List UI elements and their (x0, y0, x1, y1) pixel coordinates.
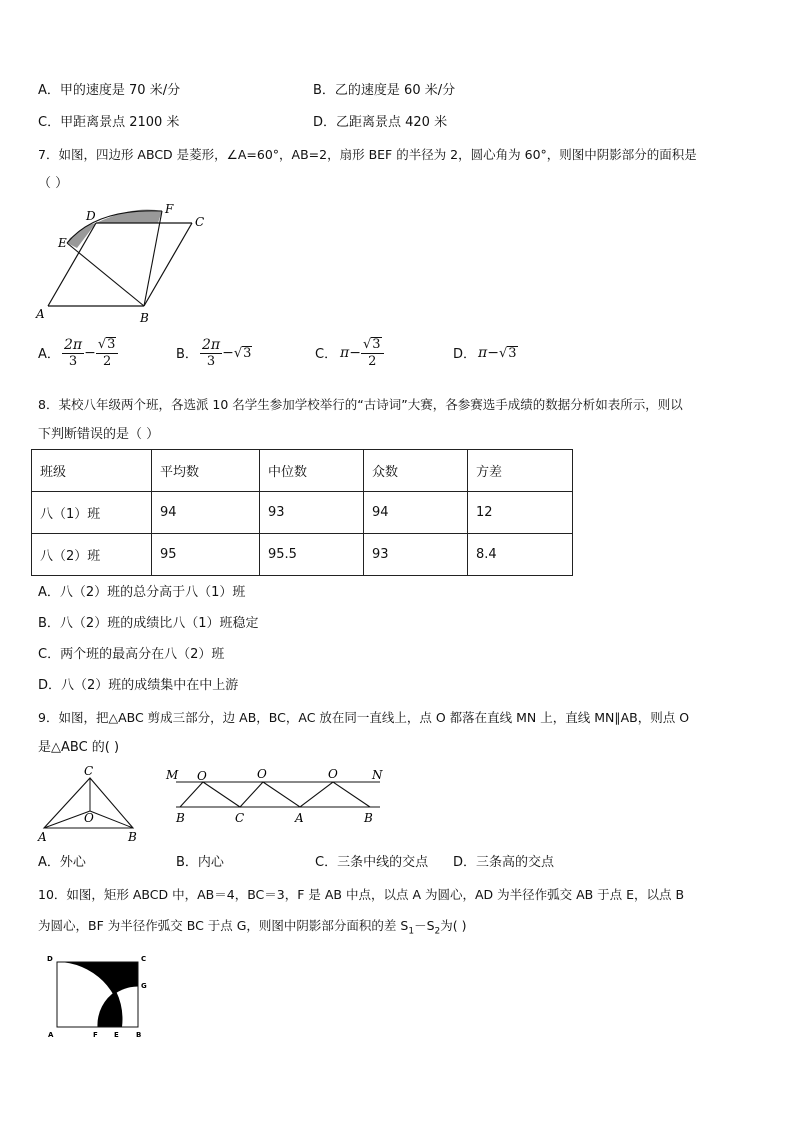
q7-d-minus: − (487, 345, 499, 361)
q9-strip-figure (162, 762, 392, 828)
q7-b-den: 3 (206, 354, 216, 369)
q7-option-b-math (200, 337, 252, 370)
q7-edge-cb (144, 223, 192, 306)
q7-a-den: 3 (68, 354, 78, 369)
q7-b-sqrt-sign: √ (233, 346, 243, 361)
table-cell: 93 (364, 534, 468, 576)
q7-option-c-label: C． (315, 347, 338, 362)
q10-stem-part-b: －S (414, 918, 435, 933)
q7-b-minus: − (222, 345, 234, 361)
q9-label-b1: B (176, 811, 185, 825)
table-cell: 95.5 (260, 534, 364, 576)
q7-a-den2: 2 (102, 354, 112, 369)
table-row (32, 534, 573, 576)
q8-option-b: B．八（2）班的成绩比八（1）班稳定 (38, 616, 259, 631)
q7-option-c-math (340, 337, 384, 370)
q9-stem-line2: 是△ABC 的( ) (38, 740, 120, 755)
q8-option-c: C．两个班的最高分在八（2）班 (38, 647, 225, 662)
q9-label-n: N (372, 768, 383, 782)
q10-label-d: D (47, 955, 53, 963)
q6-option-c: C．甲距离景点 2100 米 (38, 115, 180, 130)
q7-option-b-label: B． (176, 347, 198, 362)
q9-label-o1: O (197, 769, 207, 783)
q9-label-b2: B (364, 811, 373, 825)
q8-stem-line1: 8．某校八年级两个班，各选派 10 名学生参加学校举行的“古诗词”大赛，各参赛选手成绩的数据分析如表所示，则以 (38, 397, 683, 412)
q9-label-o3: O (328, 767, 338, 781)
q7-radius-bf (144, 211, 162, 306)
q7-d-sqrt-sign: √ (498, 346, 508, 361)
table-cell: 八（2）班 (32, 534, 152, 576)
q7-stem-line1: 7．如图，四边形 ABCD 是菱形，∠A=60°，AB=2，扇形 BEF 的半径为 2，圆心角为 60°，则图中阴影部分的面积是 (38, 147, 697, 162)
q10-sub-1: 1 (408, 926, 415, 937)
q6-option-d: D．乙距离景点 420 米 (313, 115, 448, 130)
table-row (32, 492, 573, 534)
q7-c-den: 2 (368, 354, 377, 369)
q10-label-a: A (48, 1031, 54, 1039)
q7-a-sqrt-sign: √ (97, 337, 107, 352)
q7-shade-left2 (67, 223, 96, 248)
q9-zigzag (180, 782, 370, 807)
q9-option-d: D．三条高的交点 (453, 855, 555, 870)
q9-triangle-figure (34, 762, 144, 844)
q7-option-a-math (62, 337, 118, 370)
q7-a-num: 2π (64, 337, 83, 353)
q7-a-sqrt: 3 (107, 337, 116, 352)
q10-label-f: F (93, 1031, 98, 1039)
q10-stem-part-c: 为( ) (440, 918, 467, 933)
q7-shade-top (96, 210, 162, 224)
table-cell: 12 (468, 492, 573, 534)
q7-stem-line2: （ ） (38, 176, 69, 191)
table-cell: 93 (260, 492, 364, 534)
q10-stem-line1: 10．如图，矩形 ABCD 中，AB＝4，BC＝3，F 是 AB 中点，以点 A 为圆心，AD 为半径作弧交 AB 于点 E，以点 B (38, 887, 685, 902)
q10-stem-part-a: 为圆心，BF 为半径作弧交 BC 于点 G，则图中阴影部分面积的差 S (38, 918, 409, 933)
q8-stem-line2: 下判断错误的是（ ） (38, 427, 160, 442)
q10-label-c: C (141, 955, 147, 963)
q7-label-d: D (86, 209, 96, 223)
q7-d-sqrt: 3 (508, 346, 517, 361)
q8-option-a: A．八（2）班的总分高于八（1）班 (38, 585, 246, 600)
table-header-row (32, 450, 573, 492)
q9-tri-label-b: B (128, 830, 137, 844)
table-header-cell: 班级 (32, 450, 152, 492)
q9-label-o2: O (257, 767, 267, 781)
q6-option-b: B．乙的速度是 60 米/分 (313, 83, 456, 98)
table-cell: 94 (152, 492, 260, 534)
q7-option-a-label: A． (38, 347, 60, 362)
q10-label-b: B (136, 1031, 142, 1039)
q9-label-m: M (166, 768, 179, 782)
table-cell: 八（1）班 (32, 492, 152, 534)
q7-radius-be (67, 243, 144, 306)
q7-c-minus: − (349, 345, 361, 361)
q8-option-d: D．八（2）班的成绩集中在中上游 (38, 678, 239, 693)
q9-seg-bo (90, 811, 133, 828)
table-header-cell: 中位数 (260, 450, 364, 492)
q10-stem-line2 (38, 918, 466, 940)
q7-rhombus-figure (30, 198, 210, 326)
table-header-cell: 方差 (468, 450, 573, 492)
q7-a-minus: − (84, 345, 96, 361)
q7-label-c: C (195, 215, 205, 229)
table-header-cell: 众数 (364, 450, 468, 492)
q9-tri-label-c: C (84, 764, 94, 778)
q7-label-e: E (58, 236, 67, 250)
table-header-cell: 平均数 (152, 450, 260, 492)
q7-option-d-label: D． (453, 347, 477, 362)
q10-label-e: E (114, 1031, 119, 1039)
q7-label-f: F (165, 202, 174, 216)
q9-label-c: C (235, 811, 245, 825)
table-cell: 95 (152, 534, 260, 576)
q7-label-b: B (140, 311, 149, 325)
q9-stem-line1: 9．如图，把△ABC 剪成三部分，边 AB，BC，AC 放在同一直线上，点 O 都落在直线 MN 上，直线 MN∥AB，则点 O (38, 710, 690, 725)
q9-tri-label-o: O (84, 811, 94, 825)
q8-data-table (31, 449, 573, 576)
q9-option-a: A．外心 (38, 855, 86, 870)
q7-option-d-math (478, 345, 518, 361)
q7-c-sqrt: 3 (372, 337, 381, 352)
q9-option-b: B．内心 (176, 855, 224, 870)
q9-option-c: C．三条中线的交点 (315, 855, 429, 870)
q7-d-pi: π (478, 345, 488, 361)
q7-edge-ad (48, 223, 96, 306)
q10-rectangle-figure (42, 950, 152, 1042)
q7-c-pi: π (340, 345, 350, 361)
q9-label-a: A (295, 811, 304, 825)
q9-tri-label-a: A (38, 830, 47, 844)
q7-b-sqrt: 3 (243, 346, 252, 361)
q6-option-a: A．甲的速度是 70 米/分 (38, 83, 181, 98)
q10-label-g: G (141, 982, 147, 990)
table-cell: 8.4 (468, 534, 573, 576)
q7-b-num: 2π (202, 337, 221, 353)
q10-sub-2: 2 (434, 926, 441, 937)
q7-c-sqrt-sign: √ (362, 337, 372, 352)
q7-label-a: A (36, 307, 45, 321)
table-cell: 94 (364, 492, 468, 534)
